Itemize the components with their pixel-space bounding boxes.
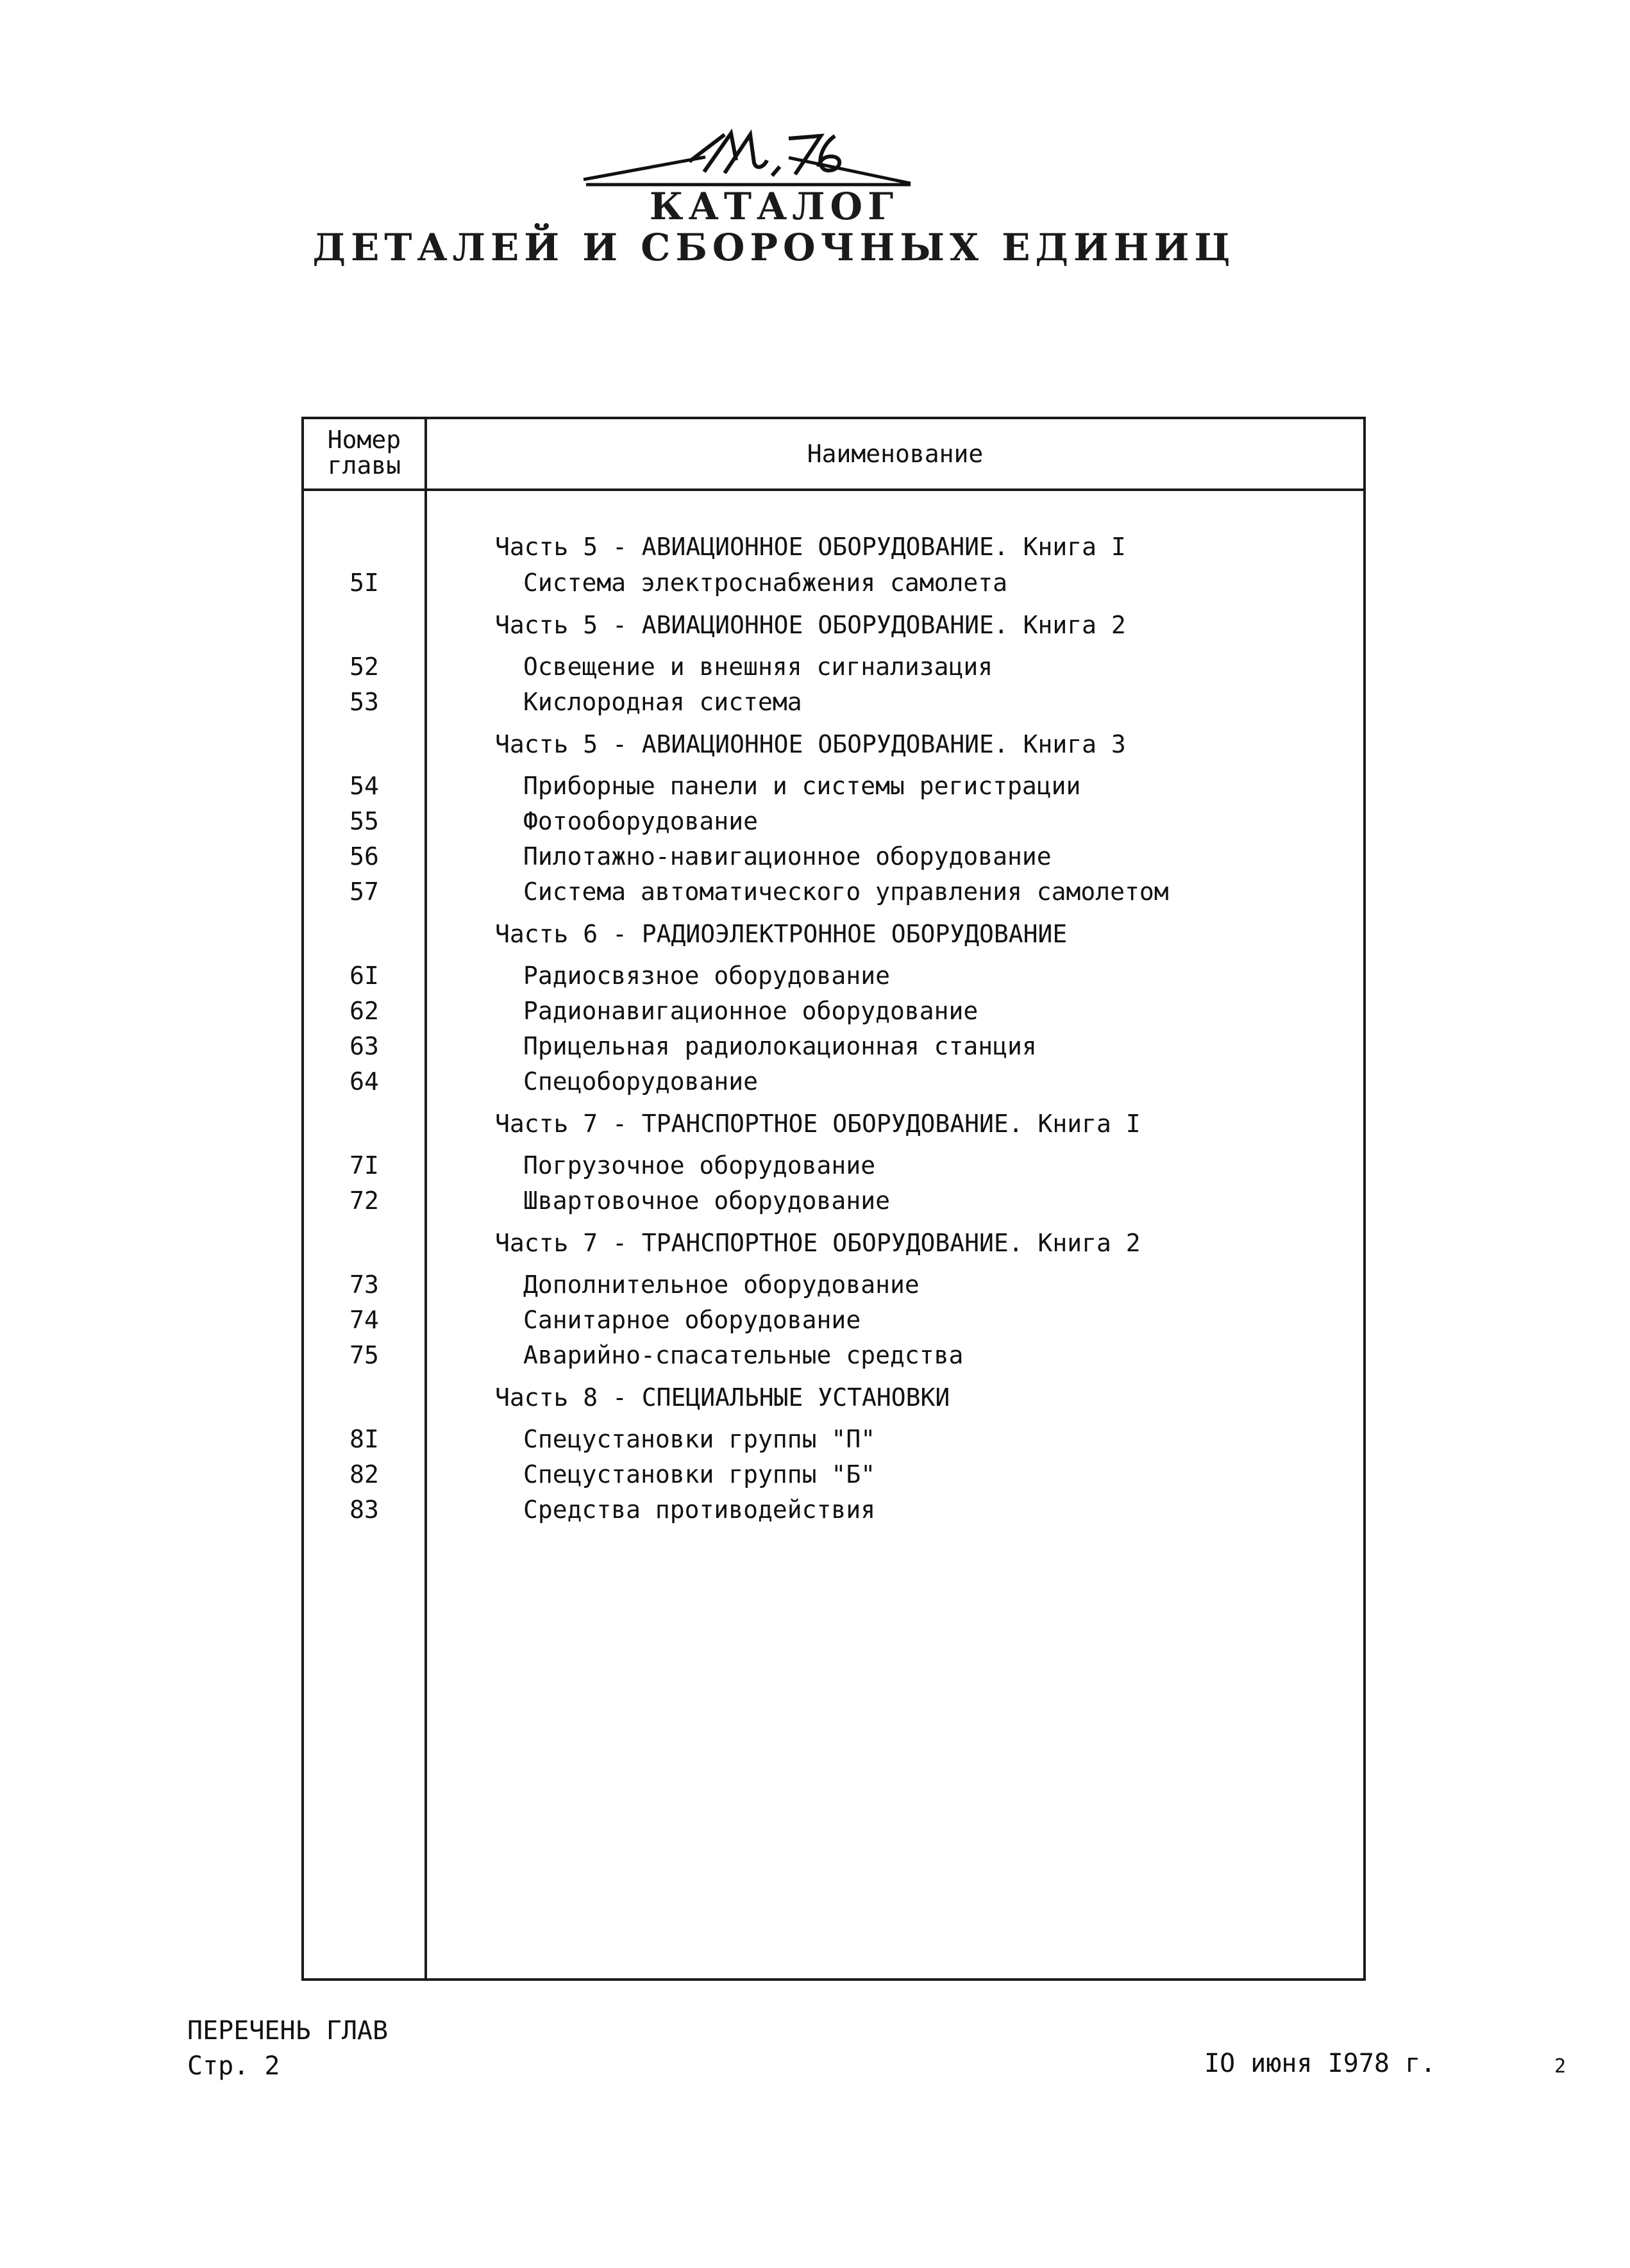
chapter-name: Освещение и внешняя сигнализация (523, 653, 993, 681)
column-header-number-line1: Номер (327, 426, 401, 454)
table-row (304, 685, 1363, 720)
chapter-number: 55 (349, 807, 379, 835)
header-divider (304, 488, 1363, 491)
chapter-number: 83 (349, 1496, 379, 1524)
table-row (304, 565, 1363, 601)
chapter-name: Радионавигационное оборудование (523, 997, 979, 1025)
chapter-name: Фотооборудование (523, 807, 759, 835)
catalog-title: КАТАЛОГ (649, 185, 899, 228)
table-row (304, 649, 1363, 685)
chapter-number: 63 (349, 1032, 379, 1060)
part-title: Часть 5 - АВИАЦИОННОЕ ОБОРУДОВАНИЕ. Книга 2 (495, 611, 1126, 639)
chapter-number: 6I (349, 962, 379, 990)
table-row (304, 1267, 1363, 1303)
table-row-part (304, 528, 1363, 565)
chapter-name: Аварийно-спасательные средства (523, 1341, 964, 1369)
chapter-number: 64 (349, 1067, 379, 1096)
table-row (304, 769, 1363, 804)
chapter-number: 57 (349, 878, 379, 906)
table-row (304, 958, 1363, 994)
chapter-name: Спецустановки группы "П" (523, 1425, 876, 1453)
chapter-number: 8I (349, 1425, 379, 1453)
part-title: Часть 6 - РАДИОЭЛЕКТРОННОЕ ОБОРУДОВАНИЕ (495, 920, 1068, 948)
chapter-name: Приборные панели и системы регистрации (523, 772, 1081, 800)
chapter-name: Пилотажно-навигационное оборудование (523, 842, 1052, 871)
table-row (304, 1492, 1363, 1528)
table-row (304, 1064, 1363, 1099)
part-title: Часть 5 - АВИАЦИОННОЕ ОБОРУДОВАНИЕ. Книга 3 (495, 730, 1126, 758)
chapter-number: 7I (349, 1151, 379, 1180)
chapter-number: 72 (349, 1187, 379, 1215)
chapter-name: Система электроснабжения самолета (523, 569, 1007, 597)
part-title: Часть 7 - ТРАНСПОРТНОЕ ОБОРУДОВАНИЕ. Книга 2 (495, 1229, 1141, 1257)
chapter-name: Система автоматического управления самолетом (523, 878, 1169, 906)
footer-section-title: ПЕРЕЧЕНЬ ГЛАВ (187, 2016, 389, 2046)
chapter-number: 74 (349, 1306, 379, 1334)
chapter-number: 73 (349, 1271, 379, 1299)
table-row (304, 1029, 1363, 1064)
chapter-name: Погрузочное оборудование (523, 1151, 876, 1180)
table-row-part (304, 1219, 1363, 1267)
table-row-part (304, 1373, 1363, 1422)
chapter-name: Дополнительное оборудование (523, 1271, 920, 1299)
chapter-name: Швартовочное оборудование (523, 1187, 890, 1215)
column-header-number-line2: главы (327, 451, 401, 479)
chapter-number: 75 (349, 1341, 379, 1369)
table-row (304, 804, 1363, 839)
part-title: Часть 8 - СПЕЦИАЛЬНЫЕ УСТАНОВКИ (495, 1383, 950, 1412)
chapter-number: 62 (349, 997, 379, 1025)
column-header-number (304, 427, 424, 478)
chapter-number: 5I (349, 569, 379, 597)
table-row (304, 1303, 1363, 1338)
chapter-number: 54 (349, 772, 379, 800)
table-row-part (304, 720, 1363, 769)
table-row (304, 1422, 1363, 1457)
footer-page-number: 2 (1554, 2055, 1567, 2078)
chapter-name: Средства противодействия (523, 1496, 876, 1524)
handwritten-mark-logo (577, 122, 923, 192)
chapter-name: Кислородная система (523, 688, 802, 716)
chapter-name: Радиосвязное оборудование (523, 962, 890, 990)
table-body (304, 528, 1363, 1528)
table-row-part (304, 910, 1363, 958)
chapter-name: Прицельная радиолокационная станция (523, 1032, 1037, 1060)
part-title: Часть 5 - АВИАЦИОННОЕ ОБОРУДОВАНИЕ. Книга I (495, 533, 1126, 561)
footer-page-label: Стр. 2 (187, 2051, 280, 2081)
chapter-number: 56 (349, 842, 379, 871)
table-row (304, 994, 1363, 1029)
table-row (304, 1183, 1363, 1219)
chapter-name: Санитарное оборудование (523, 1306, 861, 1334)
chapter-name: Спецустановки группы "Б" (523, 1460, 876, 1488)
table-row (304, 874, 1363, 910)
column-header-name: Наименование (807, 440, 984, 468)
table-row (304, 1338, 1363, 1373)
chapter-number: 53 (349, 688, 379, 716)
chapters-table (301, 417, 1366, 1981)
table-row (304, 1148, 1363, 1183)
table-row (304, 839, 1363, 874)
chapter-number: 82 (349, 1460, 379, 1488)
chapter-number: 52 (349, 653, 379, 681)
footer-date: IO июня I978 г. (1204, 2049, 1436, 2078)
part-title: Часть 7 - ТРАНСПОРТНОЕ ОБОРУДОВАНИЕ. Книга I (495, 1110, 1141, 1138)
chapter-name: Спецоборудование (523, 1067, 759, 1096)
catalog-subtitle: ДЕТАЛЕЙ И СБОРОЧНЫХ ЕДИНИЦ (312, 226, 1236, 269)
table-row (304, 1457, 1363, 1492)
table-row-part (304, 601, 1363, 649)
table-row-part (304, 1099, 1363, 1148)
